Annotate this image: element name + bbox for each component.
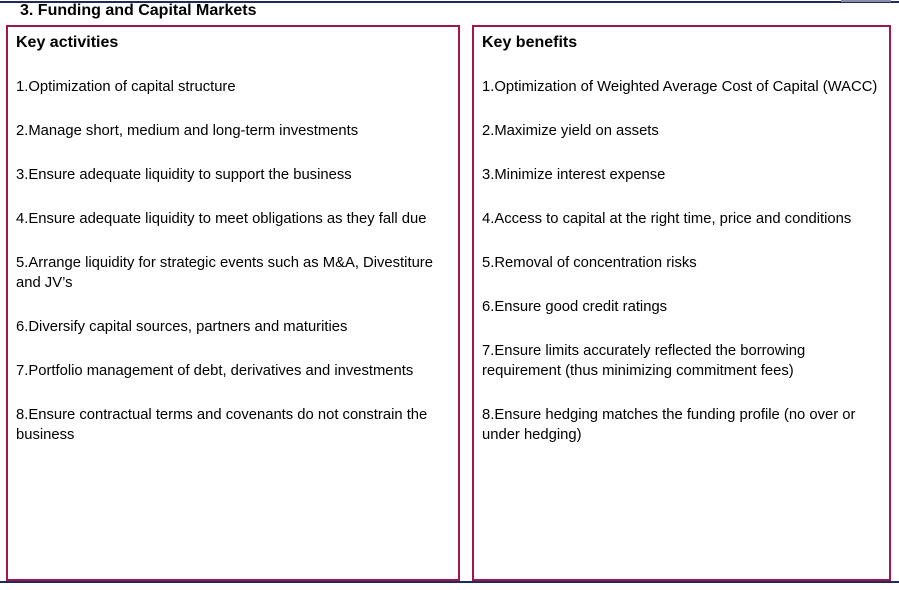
benefit-item: 7.Ensure limits accurately reflected the borrowing requirement (thus minimizing commitment fees)	[482, 343, 806, 379]
bottom-rule	[0, 581, 899, 583]
benefit-item: 1.Optimization of Weighted Average Cost of Capital (WACC)	[482, 79, 878, 95]
activity-item: 3.Ensure adequate liquidity to support the business	[16, 167, 352, 183]
benefit-item: 8.Ensure hedging matches the funding profile (no over or under hedging)	[482, 407, 856, 443]
key-activities-heading: Key activities	[16, 34, 119, 51]
benefit-item: 3.Minimize interest expense	[482, 167, 666, 183]
activity-item: 1.Optimization of capital structure	[16, 79, 236, 95]
top-corner-mark	[841, 0, 891, 2]
key-activities-panel	[6, 25, 460, 581]
key-activities-list	[16, 77, 446, 469]
benefit-item: 4.Access to capital at the right time, price and conditions	[482, 211, 852, 227]
activity-item: 8.Ensure contractual terms and covenants do not constrain the business	[16, 407, 428, 443]
key-benefits-heading: Key benefits	[482, 34, 578, 51]
benefit-item: 2.Maximize yield on assets	[482, 123, 659, 139]
key-benefits-panel	[472, 25, 891, 581]
key-benefits-list	[482, 77, 883, 469]
activity-item: 4.Ensure adequate liquidity to meet obligations as they fall due	[16, 211, 427, 227]
activity-item: 7.Portfolio management of debt, derivatives and investments	[16, 363, 414, 379]
activity-item: 2.Manage short, medium and long-term investments	[16, 123, 359, 139]
activity-item: 5.Arrange liquidity for strategic events such as M&A, Divestiture and JV’s	[16, 255, 433, 291]
activity-item: 6.Diversify capital sources, partners and maturities	[16, 319, 348, 335]
slide-title: 3. Funding and Capital Markets	[20, 2, 257, 19]
benefit-item: 5.Removal of concentration risks	[482, 255, 697, 271]
benefit-item: 6.Ensure good credit ratings	[482, 299, 668, 315]
